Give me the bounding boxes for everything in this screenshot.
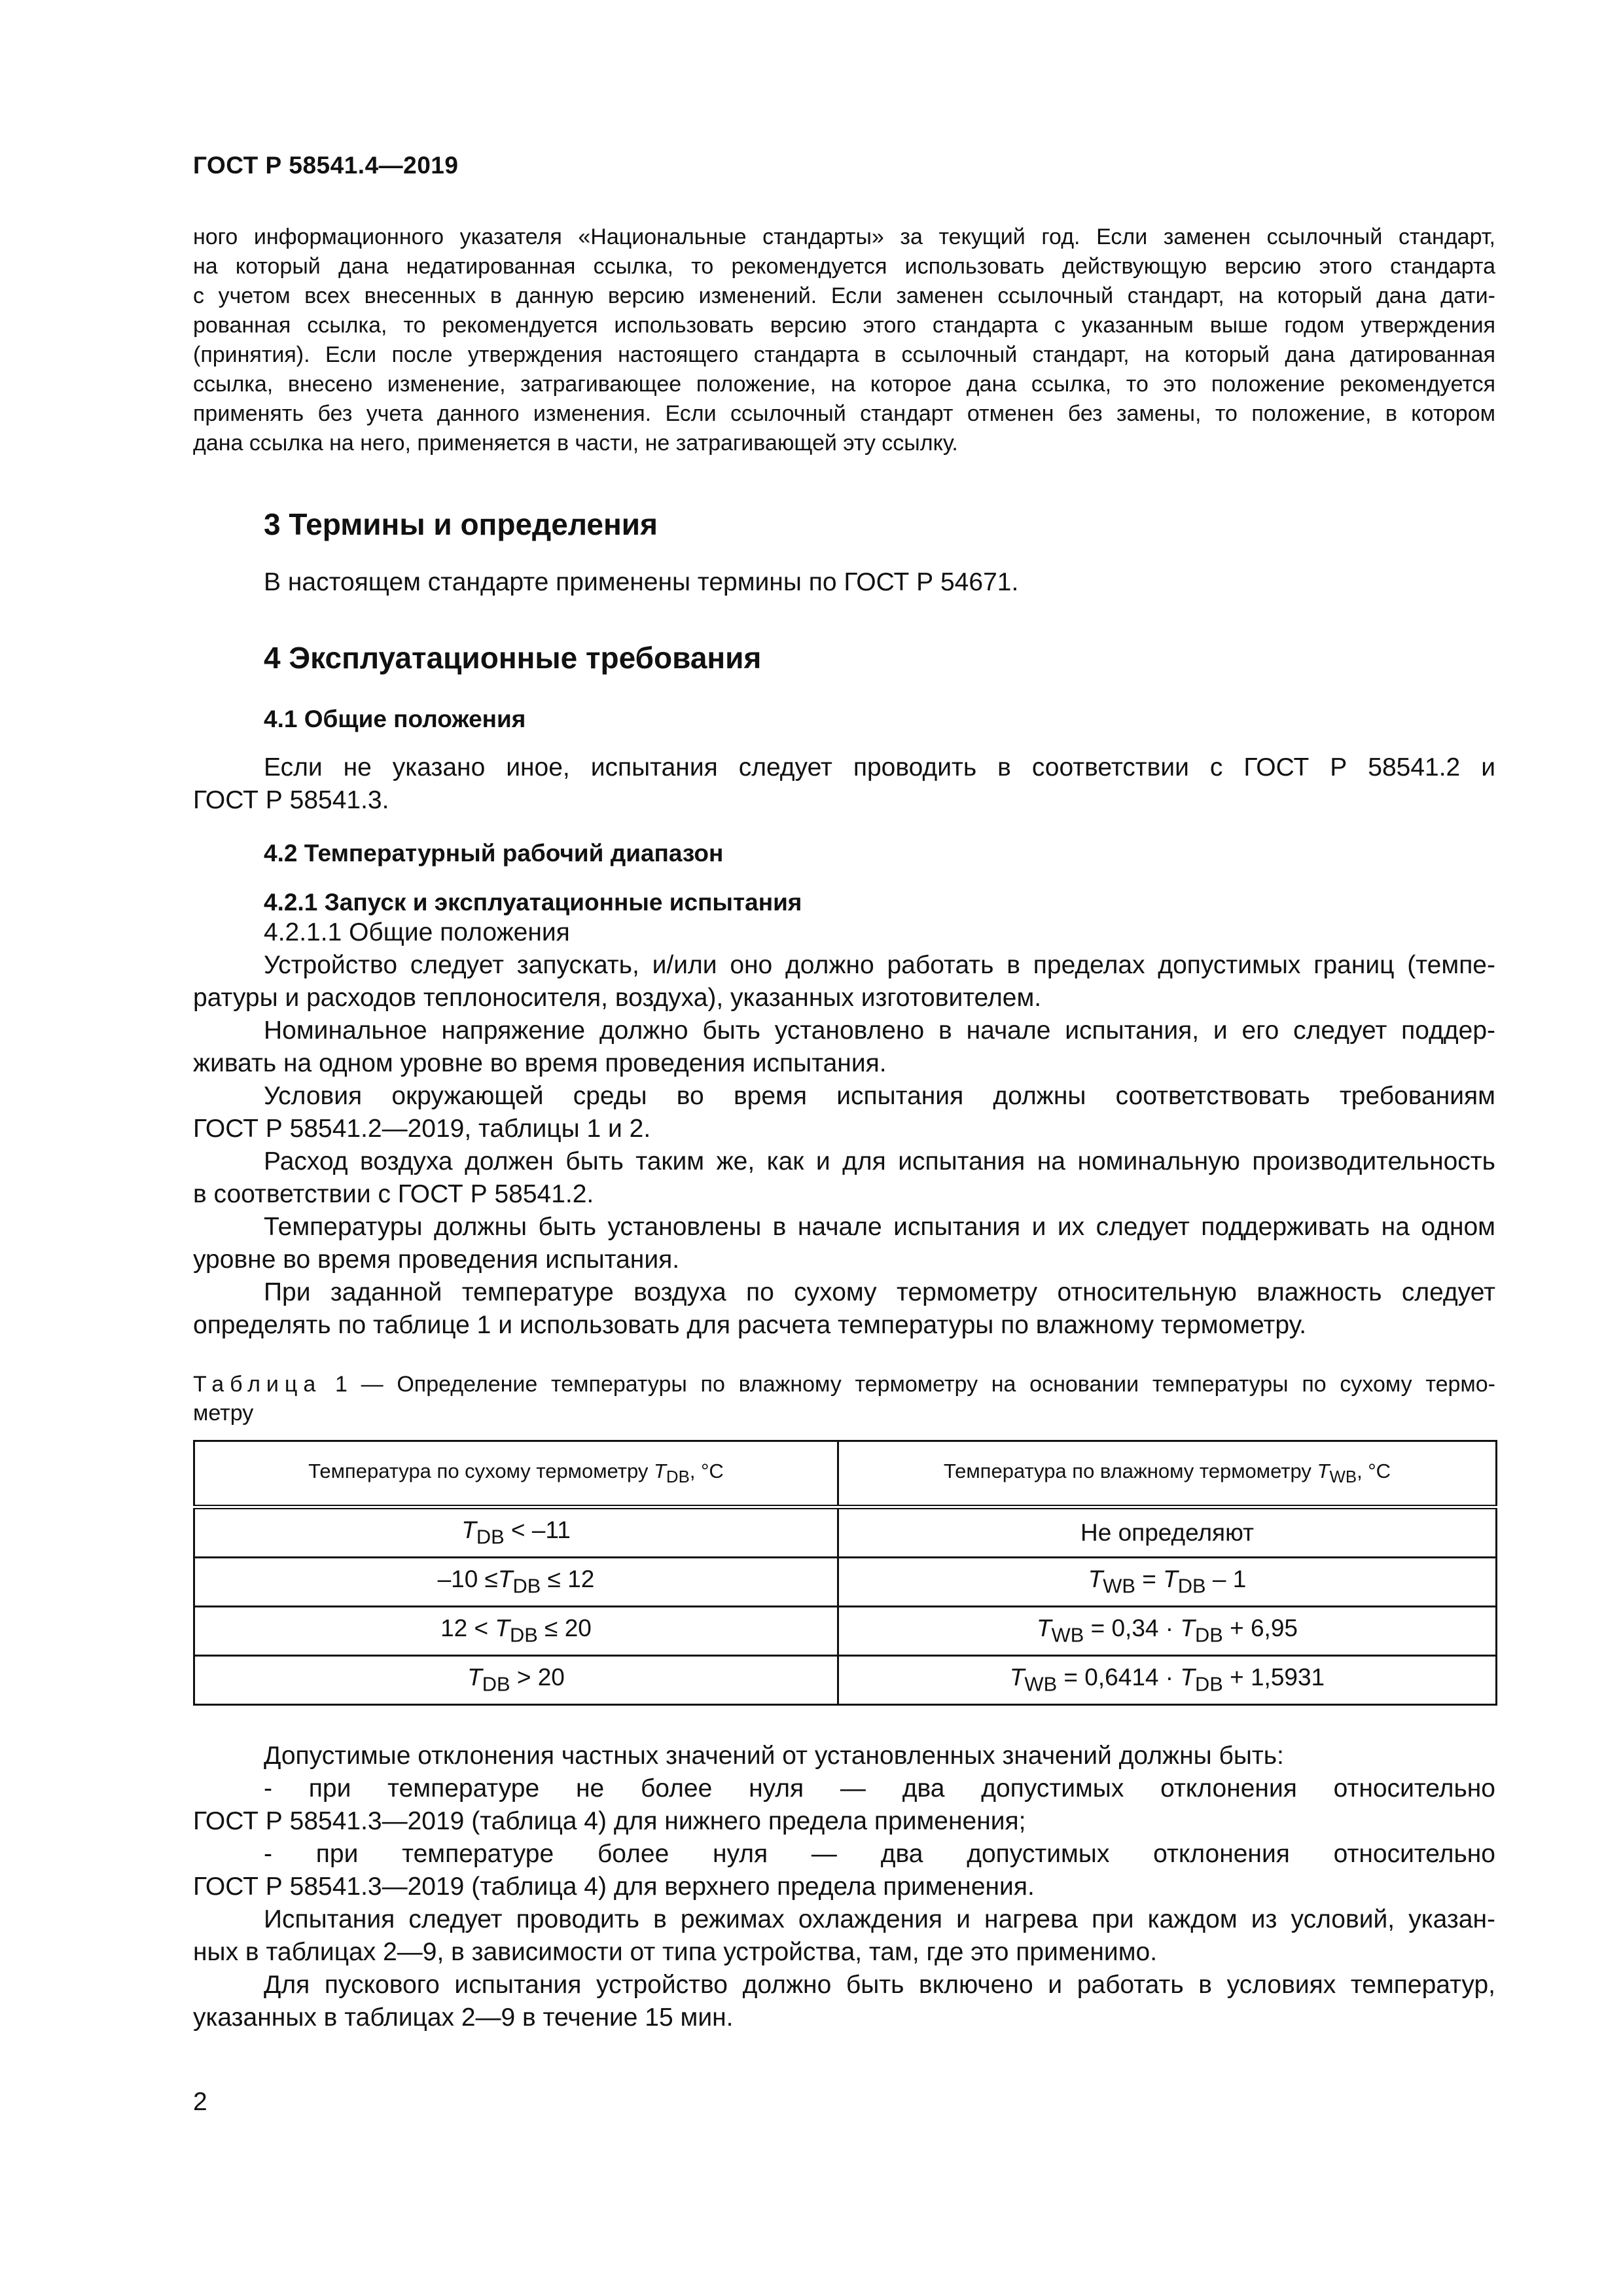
- intro-line: ссылка, внесено изменение, затрагивающее положение, на которое дана ссылка, то это положение рекомендуется: [193, 372, 1495, 397]
- table-cell: [838, 1507, 1497, 1558]
- text-line: Расход воздуха должен быть таким же, как и для испытания на номинальную производительность: [264, 1147, 1495, 1175]
- section-4-1-text: [193, 751, 1495, 817]
- cell-text: + 1,5931: [1222, 1664, 1325, 1691]
- table-cell: [194, 1607, 838, 1656]
- symbol: T: [1317, 1459, 1330, 1482]
- text-line: уровне во время проведения испытания.: [193, 1246, 680, 1274]
- section-4-2-1-1-body: [193, 949, 1495, 1342]
- text-line: Условия окружающей среды во время испытания должны соответствовать требованиям: [264, 1082, 1495, 1110]
- subscript: DB: [1194, 1623, 1223, 1647]
- symbol: T: [495, 1615, 510, 1642]
- text-line: ГОСТ Р 58541.3—2019 (таблица 4) для нижнего предела применения;: [193, 1807, 1026, 1835]
- symbol: T: [1163, 1566, 1178, 1593]
- symbol: T: [467, 1664, 482, 1691]
- text-line: определять по таблице 1 и использовать для расчета температуры по влажному термометру.: [193, 1311, 1307, 1339]
- table-1-caption: [193, 1370, 1495, 1427]
- symbol: T: [1180, 1615, 1195, 1642]
- text-line: Номинальное напряжение должно быть установлено в начале испытания, и его следует поддер-: [264, 1016, 1495, 1045]
- text-line: ратуры и расходов теплоносителя, воздуха), указанных изготовителем.: [193, 984, 1042, 1012]
- text-line: ГОСТ Р 58541.3—2019 (таблица 4) для верхнего предела применения.: [193, 1873, 1035, 1901]
- table-cell: [838, 1558, 1497, 1607]
- table-header-cell: [194, 1441, 838, 1507]
- intro-line: с учетом всех внесенных в данную версию изменений. Если заменен ссылочный стандарт, на который дана дати-: [193, 283, 1495, 308]
- symbol: T: [1009, 1664, 1025, 1691]
- subscript: DB: [510, 1623, 538, 1647]
- section-4-2-1-title: 4.2.1 Запуск и эксплуатационные испытания: [264, 889, 802, 916]
- subscript: WB: [1329, 1468, 1357, 1487]
- table-header-cell: [838, 1441, 1497, 1507]
- subscript: DB: [476, 1525, 505, 1549]
- table-row: [194, 1656, 1497, 1705]
- intro-line: (принятия). Если после утверждения настоящего стандарта в ссылочный стандарт, на который дана датированная: [193, 342, 1495, 367]
- symbol: T: [461, 1516, 476, 1544]
- cell-text: Не определяют: [1080, 1519, 1254, 1546]
- unit: , °C: [689, 1459, 724, 1482]
- document-page: [193, 0, 1495, 2296]
- text-line: живать на одном уровне во время проведения испытания.: [193, 1049, 887, 1077]
- text-line: Испытания следует проводить в режимах охлаждения и нагрева при каждом из условий, указан-: [264, 1905, 1495, 1933]
- cell-text: –10 ≤: [437, 1566, 498, 1593]
- table-cell: [838, 1656, 1497, 1705]
- intro-paragraph: [193, 223, 1495, 458]
- table-1: [193, 1440, 1497, 1706]
- intro-line: дана ссылка на него, применяется в части, не затрагивающей эту ссылку.: [193, 431, 958, 456]
- text-line: ных в таблицах 2—9, в зависимости от типа устройства, там, где это применимо.: [193, 1938, 1158, 1966]
- cell-text: =: [1135, 1566, 1164, 1593]
- section-4-2-1-1-title: 4.2.1.1 Общие положения: [264, 918, 570, 946]
- table-row: [194, 1558, 1497, 1607]
- table-cell: [838, 1607, 1497, 1656]
- text-line: Температуры должны быть установлены в начале испытания и их следует поддерживать на одном: [264, 1213, 1495, 1241]
- section-4-1-title: 4.1 Общие положения: [264, 706, 526, 732]
- doc-header-code: ГОСТ Р 58541.4—2019: [193, 152, 459, 179]
- table-caption-text-cont: метру: [193, 1401, 254, 1426]
- symbol: T: [1180, 1664, 1195, 1691]
- text-line: Для пускового испытания устройство должно быть включено и работать в условиях температур,: [264, 1971, 1495, 1999]
- cell-text: ≤ 20: [537, 1615, 592, 1642]
- header-text: Температура по сухому термометру: [308, 1459, 649, 1482]
- section-4-2-title: 4.2 Температурный рабочий диапазон: [264, 840, 724, 867]
- subscript: DB: [1194, 1672, 1223, 1696]
- subscript: DB: [666, 1468, 690, 1487]
- unit: , °C: [1357, 1459, 1391, 1482]
- subscript: WB: [1103, 1574, 1135, 1598]
- text-line: Устройство следует запускать, и/или оно должно работать в пределах допустимых границ (темпе-: [264, 951, 1495, 979]
- after-table-body: [193, 1740, 1495, 2034]
- intro-line: рованная ссылка, то рекомендуется использовать версию этого стандарта с указанным выше годом утверждения: [193, 313, 1495, 338]
- symbol: T: [1037, 1615, 1052, 1642]
- text-line: - при температуре не более нуля — два допустимых отклонения относительно: [264, 1774, 1495, 1803]
- cell-text: + 6,95: [1222, 1615, 1298, 1642]
- table-header-row: [194, 1441, 1497, 1507]
- section-3-title: 3 Термины и определения: [264, 507, 658, 541]
- subscript: WB: [1051, 1623, 1084, 1647]
- table-cell: [194, 1656, 838, 1705]
- intro-line: ного информационного указателя «Национальные стандарты» за текущий год. Если заменен ссылочный стандарт,: [193, 224, 1495, 249]
- symbol: T: [1088, 1566, 1103, 1593]
- table-cell: [194, 1558, 838, 1607]
- section-3-text: В настоящем стандарте применены термины по ГОСТ Р 54671.: [264, 568, 1019, 596]
- intro-line: на который дана недатированная ссылка, то рекомендуется использовать действующую версию этого стандарта: [193, 254, 1495, 279]
- symbol: T: [653, 1459, 666, 1482]
- subscript: DB: [512, 1574, 541, 1598]
- text-line: ГОСТ Р 58541.2—2019, таблицы 1 и 2.: [193, 1115, 651, 1143]
- text-line: При заданной температуре воздуха по сухому термометру относительную влажность следует: [264, 1278, 1495, 1306]
- header-text: Температура по влажному термометру: [943, 1459, 1311, 1482]
- table-cell: [194, 1507, 838, 1558]
- table-caption-text: 1 — Определение температуры по влажному термометру на основании температуры по сухому термо-: [321, 1372, 1495, 1397]
- cell-text: – 1: [1205, 1566, 1247, 1593]
- cell-text: ≤ 12: [541, 1566, 595, 1593]
- text-line: - при температуре более нуля — два допустимых отклонения относительно: [264, 1840, 1495, 1868]
- page-number: 2: [193, 2088, 207, 2116]
- cell-text: = 0,34 ·: [1084, 1615, 1181, 1642]
- cell-text: > 20: [510, 1664, 565, 1691]
- cell-text: = 0,6414 ·: [1057, 1664, 1181, 1691]
- table-caption-label: Таблица: [193, 1372, 322, 1397]
- text-line: ГОСТ Р 58541.3.: [193, 786, 389, 814]
- table-row: [194, 1607, 1497, 1656]
- section-4-title: 4 Эксплуатационные требования: [264, 641, 762, 675]
- text-line: Если не указано иное, испытания следует проводить в соответствии с ГОСТ Р 58541.2 и: [264, 753, 1495, 781]
- cell-text: < –11: [504, 1516, 571, 1544]
- text-line: указанных в таблицах 2—9 в течение 15 мин.: [193, 2003, 734, 2032]
- text-line: Допустимые отклонения частных значений от установленных значений должны быть:: [264, 1742, 1284, 1770]
- intro-line: применять без учета данного изменения. Если ссылочный стандарт отменен без замены, то положение, в котором: [193, 401, 1495, 426]
- subscript: DB: [482, 1672, 510, 1696]
- text-line: в соответствии с ГОСТ Р 58541.2.: [193, 1180, 594, 1208]
- subscript: DB: [1177, 1574, 1206, 1598]
- cell-text: 12 <: [440, 1615, 495, 1642]
- subscript: WB: [1024, 1672, 1058, 1696]
- table-row: [194, 1507, 1497, 1558]
- symbol: T: [497, 1566, 513, 1593]
